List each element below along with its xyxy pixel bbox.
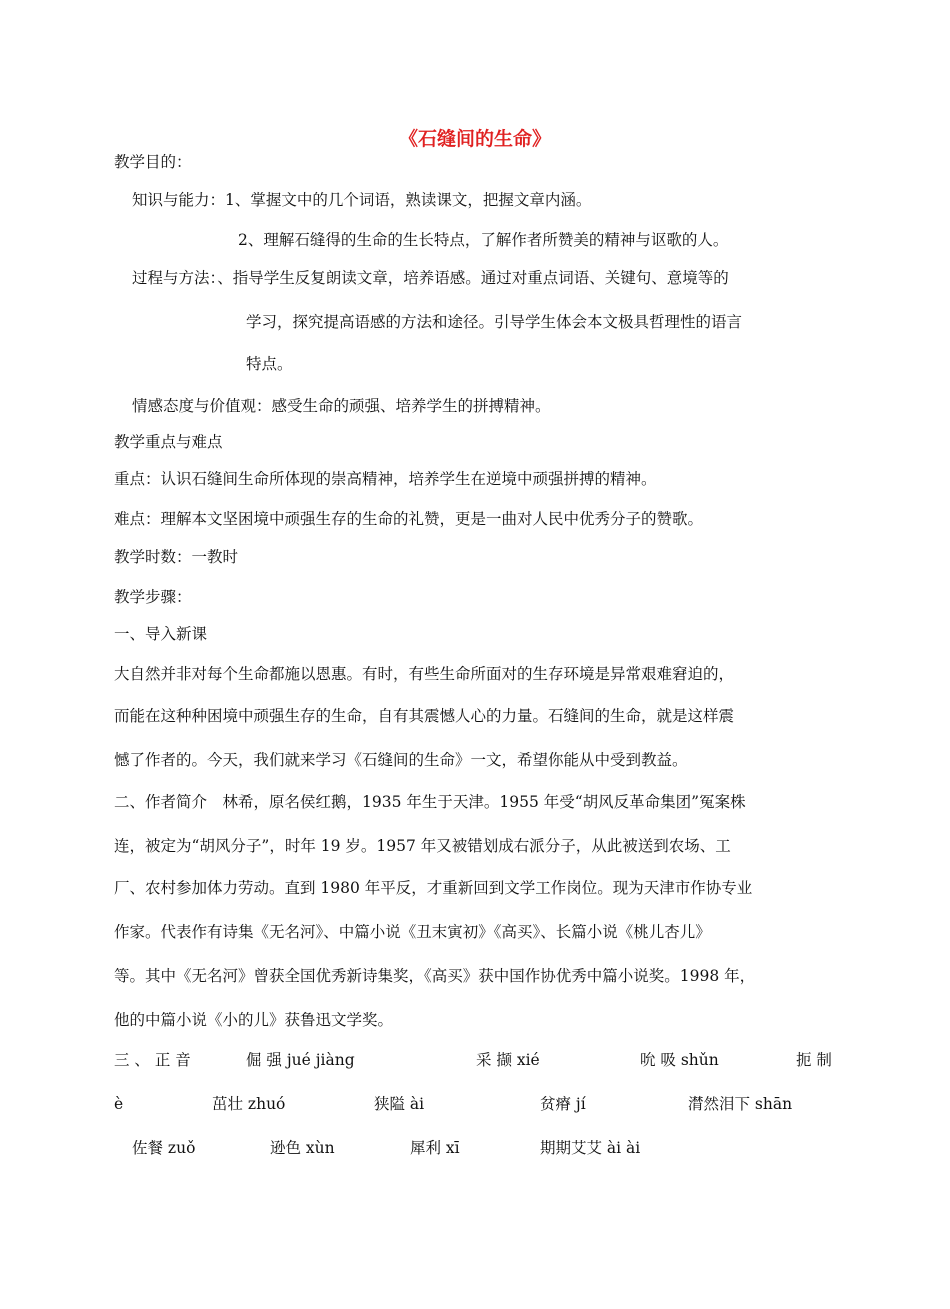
intro-line-1: 大自然并非对每个生命都施以恩惠。有时，有些生命所面对的生存环境是异常艰难窘迫的， [114,665,735,683]
pronunciation-item: 期期艾艾 ài ài [540,1139,641,1157]
author-line-4: 作家。代表作有诗集《无名河》、中篇小说《丑末寅初》《高买》、长篇小说《桃儿杏儿》 [114,923,711,941]
pronunciation-item: 扼 制 [796,1051,832,1069]
process-line-1: 过程与方法：、指导学生反复朗读文章，培养语感。通过对重点词语、关键句、意境等的 [132,269,729,287]
author-line-2: 连，被定为“胡风分子”，时年 19 岁。1957 年又被错划成右派分子，从此被送到农场、工 [114,837,731,855]
process-line-3: 特点。 [246,355,293,373]
page-title: 《石缝间的生命》 [398,128,551,150]
knowledge-line-2: 2、理解石缝得的生命的生长特点，了解作者所赞美的精神与讴歌的人。 [238,231,729,249]
intro-line-2: 而能在这种种困境中顽强生存的生命，自有其震憾人心的力量。石缝间的生命，就是这样震 [114,707,735,725]
emotion-line: 情感态度与价值观：感受生命的顽强、培养学生的拼搏精神。 [132,397,551,415]
pronunciation-heading: 三 、 正 音 [114,1051,191,1069]
pronunciation-item: 佐餐 zuǒ [132,1139,196,1157]
pronunciation-item: 倔 强 jué jiàng [246,1051,355,1069]
pronunciation-item: 逊色 xùn [270,1139,335,1157]
pronunciation-item: 吮 吸 shǔn [640,1051,719,1069]
key-heading: 教学重点与难点 [114,433,223,451]
author-line-3: 厂、农村参加体力劳动。直到 1980 年平反，才重新回到文学工作岗位。现为天津市作协专业 [114,879,753,897]
author-line-1: 二、作者简介 林希，原名侯红鹅，1935 年生于天津。1955 年受“胡风反革命集团”冤案株 [114,793,746,811]
objectives-heading: 教学目的： [114,153,192,171]
pronunciation-item: 狭隘 ài [374,1095,425,1113]
pronunciation-item: 犀利 xī [410,1139,460,1157]
author-line-6: 他的中篇小说《小的儿》获鲁迅文学奖。 [114,1011,394,1029]
teaching-hours: 教学时数：一教时 [114,548,239,566]
pronunciation-item: 采 撷 xié [476,1051,540,1069]
knowledge-line-1: 知识与能力：1、掌握文中的几个词语，熟读课文，把握文章内涵。 [132,191,592,209]
pronunciation-item: 茁壮 zhuó [212,1095,286,1113]
pronunciation-item: 贫瘠 jí [540,1095,586,1113]
teaching-steps: 教学步骤： [114,588,192,606]
process-line-2: 学习，探究提高语感的方法和途径。引导学生体会本文极具哲理性的语言 [246,313,743,331]
intro-heading: 一、导入新课 [114,625,208,643]
intro-line-3: 憾了作者的。今天，我们就来学习《石缝间的生命》一文，希望你能从中受到教益。 [114,751,688,769]
author-line-5: 等。其中《无名河》曾获全国优秀新诗集奖，《高买》获中国作协优秀中篇小说奖。1998 年， [114,967,756,985]
key-point: 重点：认识石缝间生命所体现的崇高精神，培养学生在逆境中顽强拼搏的精神。 [114,470,657,488]
pronunciation-item: 潸然泪下 shān [688,1095,793,1113]
pronunciation-item: è [114,1095,124,1113]
difficulty: 难点：理解本文坚困境中顽强生存的生命的礼赞，更是一曲对人民中优秀分子的赞歌。 [114,510,704,528]
